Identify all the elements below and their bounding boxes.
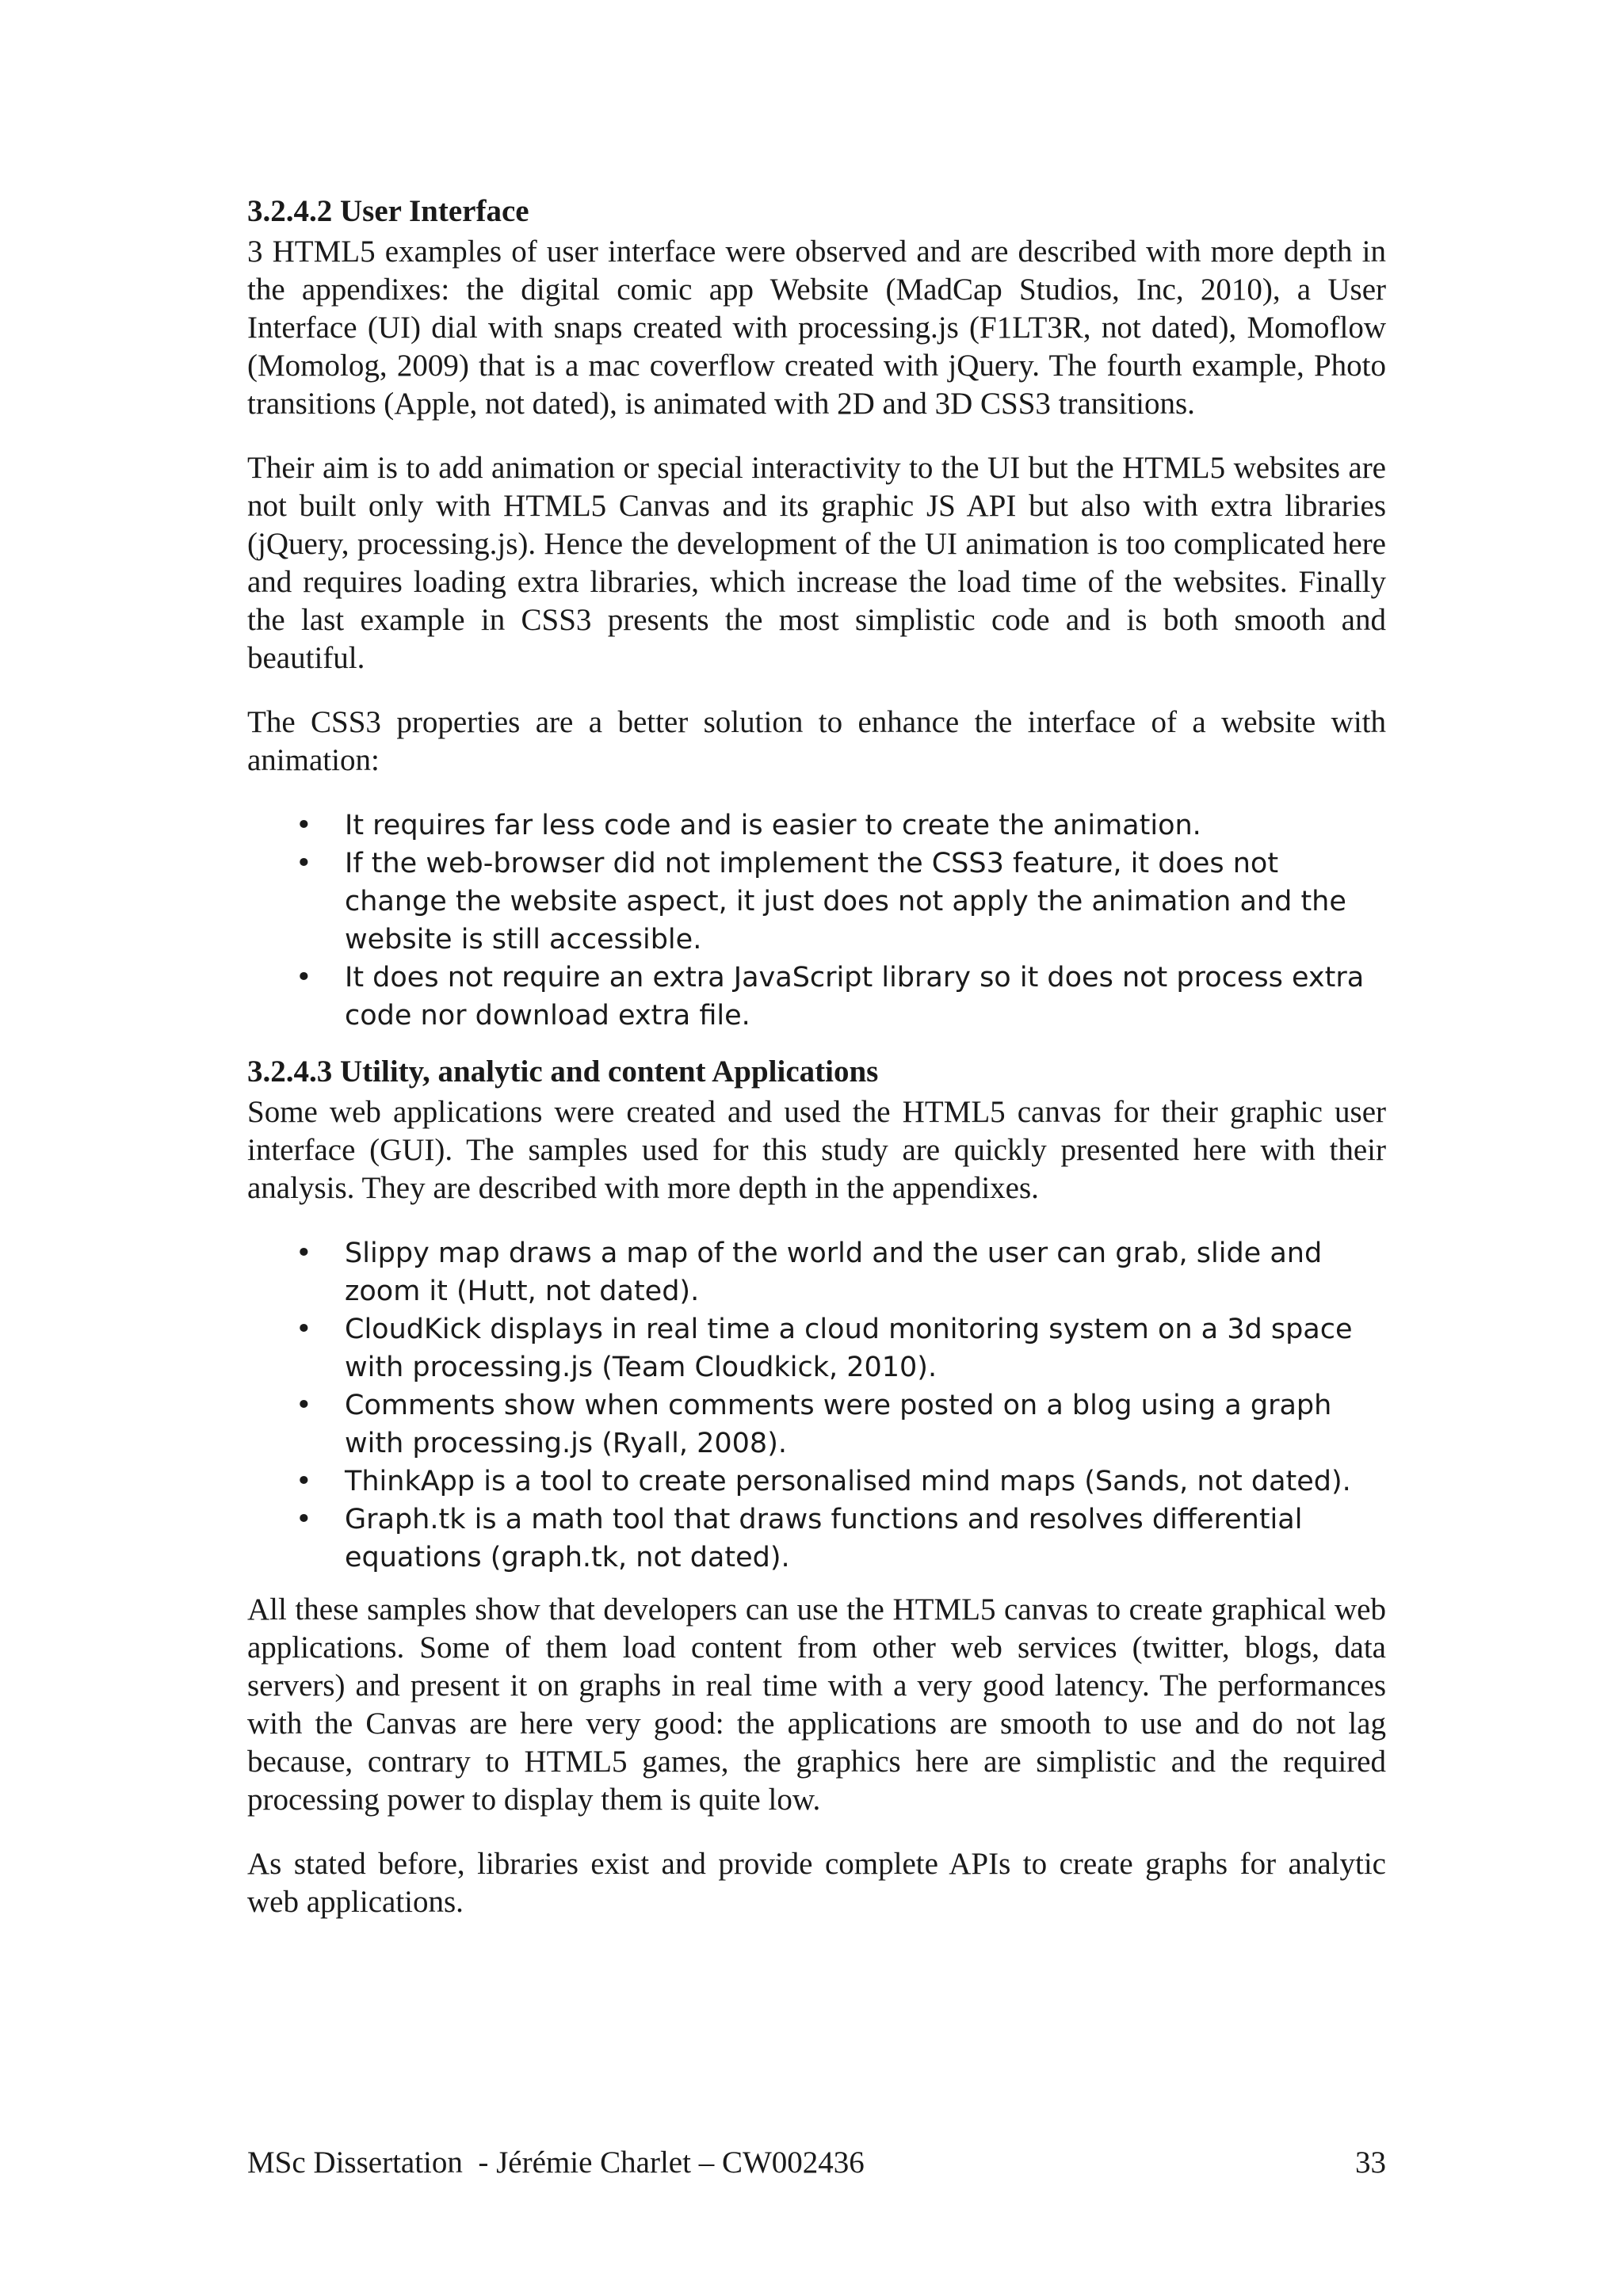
bullet-icon: •: [296, 1504, 312, 1535]
paragraph: Some web applications were created and used the HTML5 canvas for their graphic user interface (GUI). The samples used for this study are quickly presented here with their analysis. They are described with more depth in the appendixes.: [247, 1095, 1386, 1205]
bullet-icon: •: [296, 1390, 312, 1421]
list-item: • It requires far less code and is easier to create the animation.: [247, 807, 1386, 845]
paragraph: Their aim is to add animation or special interactivity to the UI but the HTML5 websites are not built only with HTML5 Canvas and its graphic JS API but also with extra libraries (jQuery, processing.js). Hence the development of the UI animation is too complicated here and requires loading extra libraries, which increase the load time of the websites. Finally the last example in CSS3 presents the most simplistic code and is both smooth and beautiful.: [247, 451, 1386, 675]
list-item: • It does not require an extra JavaScript library so it does not process extra code nor download extra file.: [247, 959, 1386, 1035]
list-item: • CloudKick displays in real time a cloud monitoring system on a 3d space with processing.js (Team Cloudkick, 2010).: [247, 1310, 1386, 1386]
section-heading-user-interface: 3.2.4.2 User Interface: [247, 194, 529, 228]
bullet-icon: •: [296, 1466, 312, 1497]
page-footer: [247, 2144, 1386, 2182]
list-item: • Comments show when comments were posted on a blog using a graph with processing.js (Ryall, 2008).: [247, 1386, 1386, 1463]
bullet-list-css3: [247, 807, 1386, 1035]
bullet-icon: •: [296, 848, 312, 879]
bullet-icon: •: [296, 810, 312, 841]
footer-title: MSc Dissertation - Jérémie Charlet – CW002436: [247, 2145, 865, 2180]
bullet-icon: •: [296, 1238, 312, 1269]
paragraph: 3 HTML5 examples of user interface were observed and are described with more depth in the appendixes: the digital comic app Website (MadCap Studios, Inc, 2010), a User Interface (UI) dial with snaps created with processing.js (F1LT3R, not dated), Momoflow (Momolog, 2009) that is a mac coverflow created with jQuery. The fourth example, Photo transitions (Apple, not dated), is animated with 2D and 3D CSS3 transitions.: [247, 235, 1386, 421]
list-item: • If the web-browser did not implement the CSS3 feature, it does not change the website aspect, it just does not apply the animation and the website is still accessible.: [247, 845, 1386, 959]
bullet-icon: •: [296, 962, 312, 994]
section-heading-applications: 3.2.4.3 Utility, analytic and content Applications: [247, 1055, 879, 1089]
paragraph: As stated before, libraries exist and provide complete APIs to create graphs for analytic web applications.: [247, 1847, 1386, 1919]
list-item: • ThinkApp is a tool to create personalised mind maps (Sands, not dated).: [247, 1463, 1386, 1501]
list-item: • Graph.tk is a math tool that draws functions and resolves differential equations (graph.tk, not dated).: [247, 1501, 1386, 1577]
bullet-icon: •: [296, 1314, 312, 1345]
bullet-list-applications: [247, 1234, 1386, 1577]
page-number: 33: [1355, 2145, 1386, 2180]
page-body: [247, 193, 1386, 1921]
paragraph: The CSS3 properties are a better solution to enhance the interface of a website with animation:: [247, 705, 1386, 777]
paragraph: All these samples show that developers can use the HTML5 canvas to create graphical web applications. Some of them load content from other web services (twitter, blogs, data servers) and present it on graphs in real time with a very good latency. The performances with the Canvas are here very good: the applications are smooth to use and do not lag because, contrary to HTML5 games, the graphics here are simplistic and the required processing power to display them is quite low.: [247, 1592, 1386, 1817]
list-item: • Slippy map draws a map of the world and the user can grab, slide and zoom it (Hutt, not dated).: [247, 1234, 1386, 1310]
